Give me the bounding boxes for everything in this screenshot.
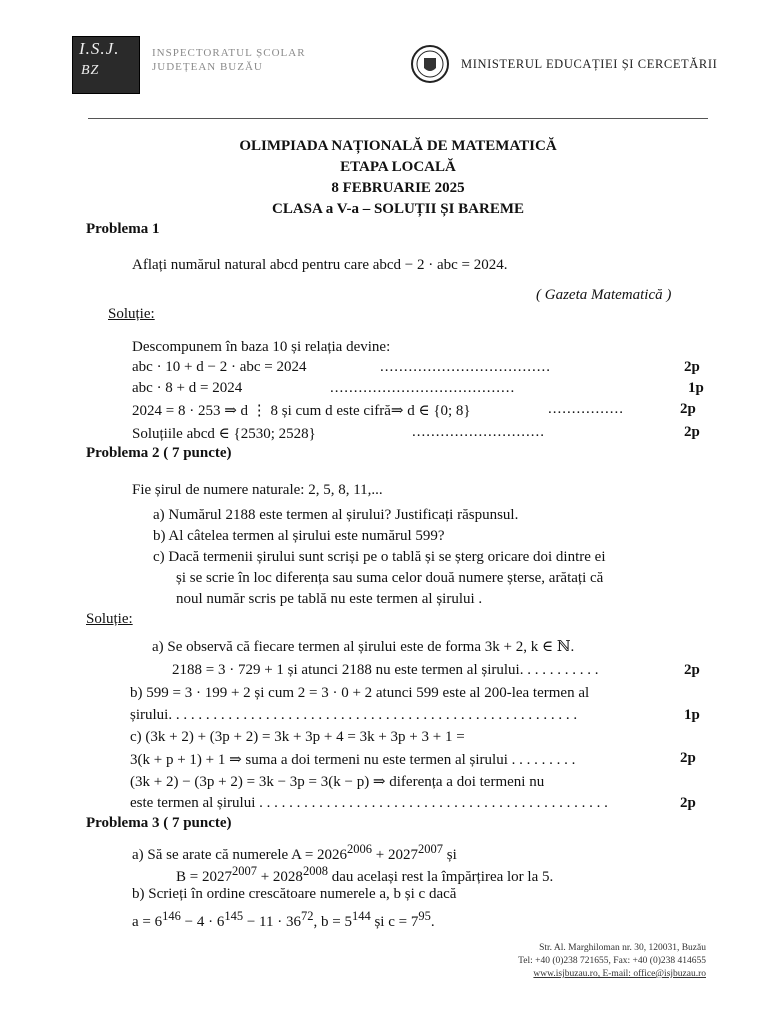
problem2-sol-line6: 3(k + p + 1) + 1 ⇒ suma a doi termeni nu este termen al șirului . . . . . . . . .: [130, 752, 576, 768]
problem1-row3-points: 2p: [680, 401, 696, 417]
logo-lettering: I.S.J.: [79, 39, 120, 58]
b2-exp4: 144: [351, 909, 371, 923]
isj-logo: [72, 36, 140, 94]
problem2-item-c3: noul număr scris pe tablă nu este termen al șirului .: [176, 591, 483, 607]
b2-exp3: 72: [301, 909, 314, 923]
a1-exp1: 2006: [347, 842, 373, 856]
title-line1: OLIMPIADA NAȚIONALĂ DE MATEMATICĂ: [239, 138, 557, 154]
problem2-sol-line4: șirului. . . . . . . . . . . . . . . . . . . . . . . . . . . . . . . . . . . . . . . . . . . . . . . . . . . . . . .: [130, 707, 578, 723]
problem3-item-a2: [176, 864, 553, 886]
footer-address: [440, 942, 706, 981]
problem1-row1-points: 2p: [684, 359, 700, 375]
problem1-row1: abc · 10 + d − 2 · abc = 2024: [132, 359, 307, 375]
problem2-sol-line5: c) (3k + 2) + (3p + 2) = 3k + 3p + 4 = 3k + 3p + 3 + 1 =: [130, 729, 465, 745]
problem2-sol-line7: (3k + 2) − (3p + 2) = 3k − 3p = 3(k − p) ⇒ diferența a doi termeni nu: [130, 774, 545, 790]
problem2-item-a: a) Numărul 2188 este termen al șirului? Justificați răspunsul.: [153, 507, 519, 523]
problem2-points-b: 1p: [684, 707, 700, 723]
problem2-intro: Fie șirul de numere naturale: 2, 5, 8, 11,...: [132, 482, 383, 498]
a1-end: și: [443, 847, 457, 863]
problem2-sol-line1: a) Se observă că fiecare termen al șirului este de forma 3k + 2, k ∈ ℕ.: [152, 639, 575, 655]
problem2-item-c1: c) Dacă termenii șirului sunt scriși pe o tablă și se șterg oricare doi dintre ei: [153, 549, 606, 565]
problem1-intro: Descompunem în baza 10 și relația devine:: [132, 339, 391, 355]
problem1-row2: abc · 8 + d = 2024: [132, 380, 243, 396]
problem2-points-c2: 2p: [680, 795, 696, 811]
problem2-item-c2: și se scrie în loc diferența sau suma celor două numere șterse, arătați că: [176, 570, 604, 586]
isj-name-line2: JUDEȚEAN BUZĂU: [152, 61, 263, 73]
title-line3: 8 FEBRUARIE 2025: [331, 180, 465, 196]
header-divider: [88, 118, 708, 119]
problem2-sol-line2: 2188 = 3 · 729 + 1 și atunci 2188 nu este termen al șirului. . . . . . . . . . .: [172, 662, 599, 678]
problem2-points-a: 2p: [684, 662, 700, 678]
b2-c: − 11 · 36: [243, 914, 301, 930]
problem3-heading: Problema 3 ( 7 puncte): [86, 815, 232, 831]
footer-line2: Tel: +40 (0)238 721655, Fax: +40 (0)238 414655: [518, 956, 706, 966]
problem1-heading: Problema 1: [86, 221, 160, 237]
b2-exp2: 145: [224, 909, 244, 923]
problem1-solution-label: Soluție:: [108, 306, 155, 322]
a1-text: a) Să se arate că numerele A = 2026: [132, 847, 348, 863]
b2-b: − 4 · 6: [180, 914, 225, 930]
problem2-points-c1: 2p: [680, 750, 696, 766]
problem1-row1-dots: ....................................: [380, 359, 551, 375]
b2-exp5: 95: [418, 909, 431, 923]
a1-exp2: 2007: [418, 842, 444, 856]
problem1-row4-dots: ............................: [412, 424, 545, 440]
problem3-item-b1: b) Scrieți în ordine crescătoare numerele a, b și c dacă: [132, 886, 457, 902]
isj-name: [152, 46, 306, 74]
problem2-sol-line8: este termen al șirului . . . . . . . . . . . . . . . . . . . . . . . . . . . . . . . . . . . . . . . . . . . . . . .: [130, 795, 608, 811]
problem2-item-b: b) Al câtelea termen al șirului este numărul 599?: [153, 528, 445, 544]
problem1-source: ( Gazeta Matematică ): [536, 287, 672, 303]
b2-e: și c = 7: [370, 914, 419, 930]
b2-exp1: 146: [162, 909, 181, 923]
problem1-row2-points: 1p: [688, 380, 704, 396]
problem3-item-a1: [132, 842, 457, 864]
title-line4: CLASA a V-a – SOLUȚII ȘI BAREME: [271, 201, 524, 217]
a2-exp1: 2007: [231, 864, 257, 878]
logo-lettering-2: BZ: [81, 63, 100, 78]
a1-mid: + 2027: [372, 847, 419, 863]
title-line2: ETAPA LOCALĂ: [340, 159, 456, 175]
b2-a: a = 6: [132, 914, 163, 930]
ministry-crest-icon: [410, 44, 450, 84]
problem1-row4-points: 2p: [684, 424, 700, 440]
problem1-row3: 2024 = 8 · 253 ⇒ d ⋮ 8 și cum d este cifră⇒ d ∈ {0; 8}: [132, 403, 471, 419]
problem2-sol-line3: b) 599 = 3 · 199 + 2 și cum 2 = 3 · 0 + 2 atunci 599 este al 200-lea termen al: [130, 685, 590, 701]
problem2-solution-label: Soluție:: [86, 611, 133, 627]
a2-end: dau același rest la împărțirea lor la 5.: [327, 869, 554, 885]
problem1-row3-dots: ................: [548, 401, 624, 417]
b2-d: , b = 5: [313, 914, 352, 930]
problem1-row4: Soluțiile abcd ∈ {2530; 2528}: [132, 426, 316, 442]
problem3-item-b2: [132, 909, 435, 931]
a2-mid: + 2028: [256, 869, 303, 885]
footer-line3[interactable]: www.isjbuzau.ro, E-mail: office@isjbuzau.ro: [533, 969, 706, 979]
problem2-heading: Problema 2 ( 7 puncte): [86, 445, 232, 461]
b2-f: .: [430, 914, 435, 930]
problem1-statement: Aflați numărul natural abcd pentru care abcd − 2 · abc = 2024.: [132, 257, 508, 273]
footer-line1: Str. Al. Marghiloman nr. 30, 120031, Buzău: [539, 943, 706, 953]
isj-name-line1: INSPECTORATUL ȘCOLAR: [152, 47, 306, 59]
ministry-name: MINISTERUL EDUCAȚIEI ȘI CERCETĂRII: [461, 57, 718, 71]
a2-text: B = 2027: [176, 869, 232, 885]
problem1-row2-dots: .......................................: [330, 380, 516, 396]
a2-exp2: 2008: [302, 864, 328, 878]
